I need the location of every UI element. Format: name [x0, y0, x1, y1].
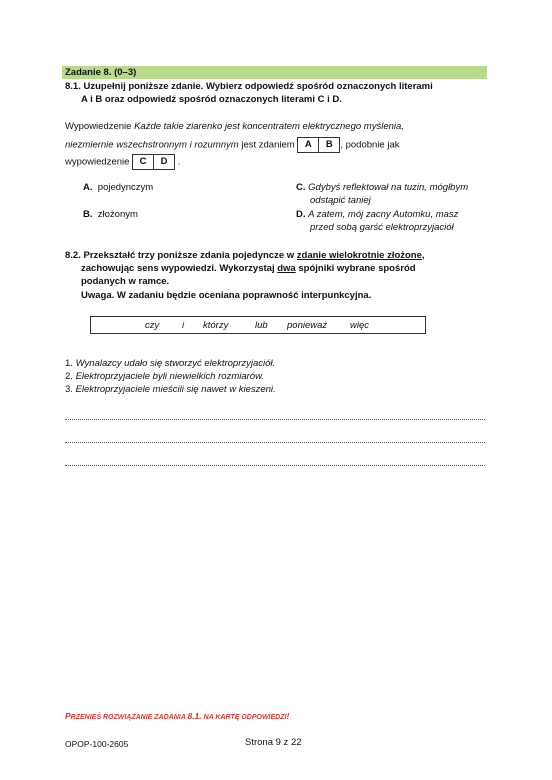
option-d-line2: przed sobą garść elektroprzyjaciół: [310, 222, 454, 233]
sentence-text: Elektroprzyjaciele mieścili się nawet w kieszeni.: [75, 384, 276, 395]
sentence-number: 2.: [65, 371, 73, 382]
sentence-text: Wynalazcy udało się stworzyć elektroprzyjaciół.: [75, 358, 276, 369]
transfer-p4: NA KARTĘ ODPOWIEDZI: [201, 714, 287, 721]
option-d-cell[interactable]: D: [153, 155, 174, 169]
exam-code: OPOP-100-2605: [65, 739, 129, 749]
option-d-line1: A zatem, mój zacny Automku, masz: [308, 209, 459, 220]
option-d-letter: D.: [296, 209, 306, 220]
answer-box-cd[interactable]: [132, 154, 175, 170]
sentence-text: Elektroprzyjaciele byli niewielkich rozmiarów.: [75, 371, 265, 382]
transfer-p1: P: [65, 711, 71, 721]
q81-line1: Uzupełnij poniższe zdanie. Wybierz odpowiedź spośród oznaczonych literami: [83, 81, 433, 92]
sentence-prefix: Wypowiedzenie: [65, 121, 135, 132]
answer-box-ab[interactable]: [297, 137, 340, 153]
sentence-number: 3.: [65, 384, 73, 395]
option-b: [83, 208, 138, 221]
option-c-cell[interactable]: C: [139, 156, 147, 167]
transfer-p3: 8.1.: [187, 711, 202, 721]
option-d: [296, 208, 458, 221]
option-a-letter: A.: [83, 182, 93, 193]
option-a: [83, 181, 153, 194]
option-c: [296, 181, 468, 194]
conjunction-word: więc: [350, 320, 370, 331]
transfer-p5: !: [286, 711, 290, 721]
conjunction-word: ponieważ: [287, 320, 328, 331]
q82-line2-underlined: dwa: [277, 263, 296, 274]
conjunction-word: czy: [145, 320, 160, 331]
option-a-text: pojedynczym: [97, 182, 154, 193]
option-a-cell[interactable]: A: [304, 139, 312, 150]
page-number: Strona 9 z 22: [245, 737, 302, 748]
task-title: Zadanie 8. (0–3): [65, 67, 137, 78]
q82-line1-a: Przekształć trzy poniższe zdania pojedyncze w: [83, 250, 297, 261]
option-c-line2: odstąpić taniej: [310, 195, 371, 206]
q82-line2: [81, 262, 416, 275]
answer-line-2[interactable]: [65, 434, 485, 443]
transfer-instruction: [65, 711, 289, 721]
q82-note: Uwaga. W zadaniu będzie oceniana poprawność interpunkcyjna.: [81, 290, 372, 301]
transfer-p2: RZENIEŚ ROZWIĄZANIE ZADANIA: [70, 714, 188, 721]
sentence-end: , podobnie jak: [340, 139, 400, 151]
q81-number: 8.1.: [65, 81, 81, 92]
option-c-letter: C.: [296, 182, 306, 193]
q82-line2-a: zachowując sens wypowiedzi. Wykorzystaj: [81, 263, 278, 274]
sentence-quote-1: Każde takie ziarenko jest koncentratem elektrycznego myślenia,: [134, 121, 404, 132]
sentence-item: [65, 383, 276, 396]
sentence-period: .: [177, 156, 181, 168]
q82-line1-b: ,: [421, 250, 425, 261]
option-b-letter: B.: [83, 209, 93, 220]
q82-line2-b: spójniki wybrane spośród: [295, 263, 416, 274]
q82-line1: [65, 249, 425, 262]
q81-sentence-line2: [65, 137, 400, 153]
q81-line2: A i B oraz odpowiedź spośród oznaczonych literami C i D.: [81, 94, 342, 105]
option-c-line1: Gdybyś reflektował na tuzin, mógłbym: [308, 182, 469, 193]
q81-sentence-line3: [65, 154, 180, 170]
conjunction-word: którzy: [203, 320, 229, 331]
sentence-number: 1.: [65, 358, 73, 369]
conjunction-word: lub: [255, 320, 268, 331]
q81-sentence-line1: [65, 120, 404, 133]
sentence-quote-2: niezmiernie wszechstronnym i rozumnym: [65, 139, 239, 151]
conjunction-box: [90, 316, 426, 334]
conjunction-word: i: [182, 320, 185, 331]
sentence-mid: jest zdaniem: [238, 139, 295, 151]
option-b-text: złożonym: [97, 209, 138, 220]
q82-line3: podanych w ramce.: [81, 276, 170, 287]
sentence-start: wypowiedzenie: [65, 156, 130, 168]
answer-line-3[interactable]: [65, 457, 485, 466]
q81-instruction: [65, 80, 433, 93]
sentence-item: [65, 370, 264, 383]
q82-line1-underlined: zdanie wielokrotnie złożone: [296, 250, 422, 261]
option-b-cell[interactable]: B: [318, 138, 339, 152]
q82-number: 8.2.: [65, 250, 81, 261]
sentence-item: [65, 357, 275, 370]
answer-line-1[interactable]: [65, 411, 485, 420]
